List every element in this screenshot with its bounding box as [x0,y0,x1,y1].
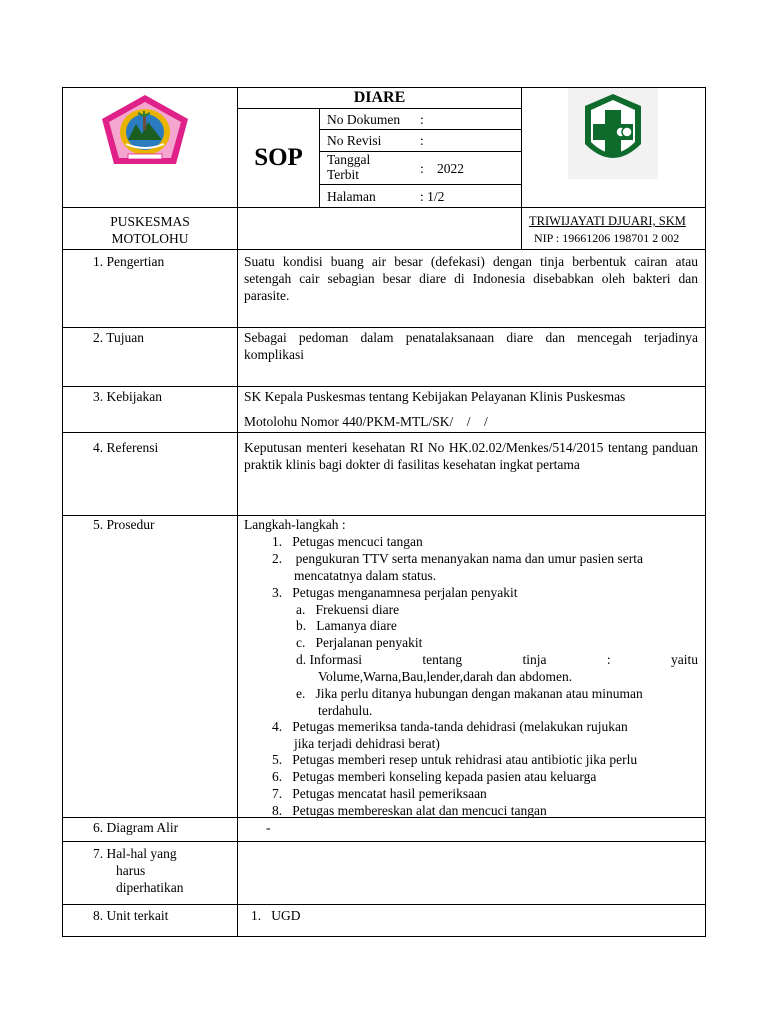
procedure-substep-e: e. Jika perlu ditanya hubungan dengan makanan atau minuman [296,686,643,701]
table-border-bottom [62,936,706,937]
row-line-7 [62,841,706,842]
meta-column-divider [319,108,320,207]
procedure-step-1: 1. Petugas mencuci tangan [272,534,423,549]
section-label-halhal-3: diperhatikan [116,880,184,895]
row-line-8 [62,904,706,905]
header-bottom-line [62,207,706,208]
issue-date-value: 2022 [437,161,464,176]
signer-nip: NIP : 19661206 198701 2 002 [534,231,680,245]
org-name-line1: PUSKESMAS [110,214,190,229]
procedure-step-6: 6. Petugas memberi konseling kepada pasien atau keluarga [272,769,597,784]
substep-d-word: : [606,652,611,667]
row-line-2 [62,327,706,328]
document-title: DIARE [353,89,406,106]
procedure-substep-b: b. Lamanya diare [296,618,397,633]
meta-line-3 [319,184,522,185]
section-label-halhal-1: 7. Hal-hal yang [93,846,177,861]
substep-d-word: tentang [422,652,463,667]
procedure-step-3: 3. Petugas menganamnesa perjalan penyakit [272,585,518,600]
page-value: : 1/2 [420,189,445,204]
row-line-5 [62,515,706,516]
sop-label: SOP [254,144,303,171]
revision-colon: : [420,133,424,148]
issue-date-label-1: Tanggal [327,152,371,167]
org-name-line2: MOTOLOHU [111,231,189,246]
signer-name: TRIWIJAYATI DJUARI, SKM [529,214,686,228]
section-text-kebijakan-line2: Motolohu Nomor 440/PKM-MTL/SK/ / / [244,414,488,429]
procedure-substep-a: a. Frekuensi diare [296,602,400,617]
procedure-substep-d-cont: Volume,Warna,Bau,lender,darah dan abdomen. [318,669,573,684]
section-text-unit: 1. UGD [251,908,301,923]
row-line-4 [62,432,706,433]
procedure-step-7: 7. Petugas mencatat hasil pemeriksaan [272,786,487,801]
header-right-divider [521,87,522,249]
row-line-1 [62,249,706,250]
section-label-referensi: 4. Referensi [93,440,159,455]
doc-number-colon: : [420,112,424,127]
section-label-tujuan: 2. Tujuan [93,330,145,345]
substep-d-word: d. Informasi [296,652,362,667]
section-text-pengertian: Suatu kondisi buang air besar (defekasi) dengan tinja berbentuk cairan atau setengah cair sebagian besar diare di Indonesia disebabkan oleh bakteri dan parasite. [244,254,698,303]
procedure-step-2: 2. pengukuran TTV serta menanyakan nama dan umur pasien serta [272,551,644,566]
procedure-intro: Langkah-langkah : [244,517,346,532]
issue-date-label-2: Terbit [327,167,360,182]
section-label-halhal-2: harus [116,863,146,878]
section-label-diagram: 6. Diagram Alir [93,820,179,835]
procedure-substep-c: c. Perjalanan penyakit [296,635,423,650]
label-column-divider [237,87,238,937]
procedure-step-4-cont: jika terjadi dehidrasi berat) [294,736,440,751]
procedure-step-5: 5. Petugas memberi resep untuk rehidrasi atau antibiotic jika perlu [272,752,638,767]
puskesmas-logo-icon [568,88,658,179]
procedure-step-8: 8. Petugas membereskan alat dan mencuci tangan [272,803,547,818]
regional-emblem-icon [98,92,193,170]
section-label-prosedur: 5. Prosedur [93,517,155,532]
procedure-substep-d [296,651,698,668]
revision-label: No Revisi [327,133,382,148]
title-bottom-line [237,108,522,109]
section-label-unit: 8. Unit terkait [93,908,169,923]
section-text-kebijakan-line1: SK Kepala Puskesmas tentang Kebijakan Pelayanan Klinis Puskesmas [244,389,626,404]
doc-number-label: No Dokumen [327,112,401,127]
section-text-tujuan: Sebagai pedoman dalam penatalaksanaan diare dan mencegah terjadinya komplikasi [244,330,698,362]
substep-d-word: yaitu [671,652,698,667]
section-text-diagram: - [266,820,271,835]
section-text-referensi: Keputusan menteri kesehatan RI No HK.02.02/Menkes/514/2015 tentang panduan praktik klinis bagi dokter di fasilitas kesehatan ingkat pertama [244,440,698,472]
issue-date-colon: : [420,161,424,176]
meta-line-1 [319,129,522,130]
procedure-step-4: 4. Petugas memeriksa tanda-tanda dehidrasi (melakukan rujukan [272,719,628,734]
page-label: Halaman [327,189,376,204]
substep-d-word: tinja [522,652,547,667]
section-label-kebijakan: 3. Kebijakan [93,389,162,404]
row-line-3 [62,386,706,387]
procedure-step-2-cont: mencatatnya dalam status. [294,568,437,583]
procedure-substep-e-cont: terdahulu. [318,703,373,718]
table-border-right [705,87,706,937]
section-label-pengertian: 1. Pengertian [93,254,165,269]
